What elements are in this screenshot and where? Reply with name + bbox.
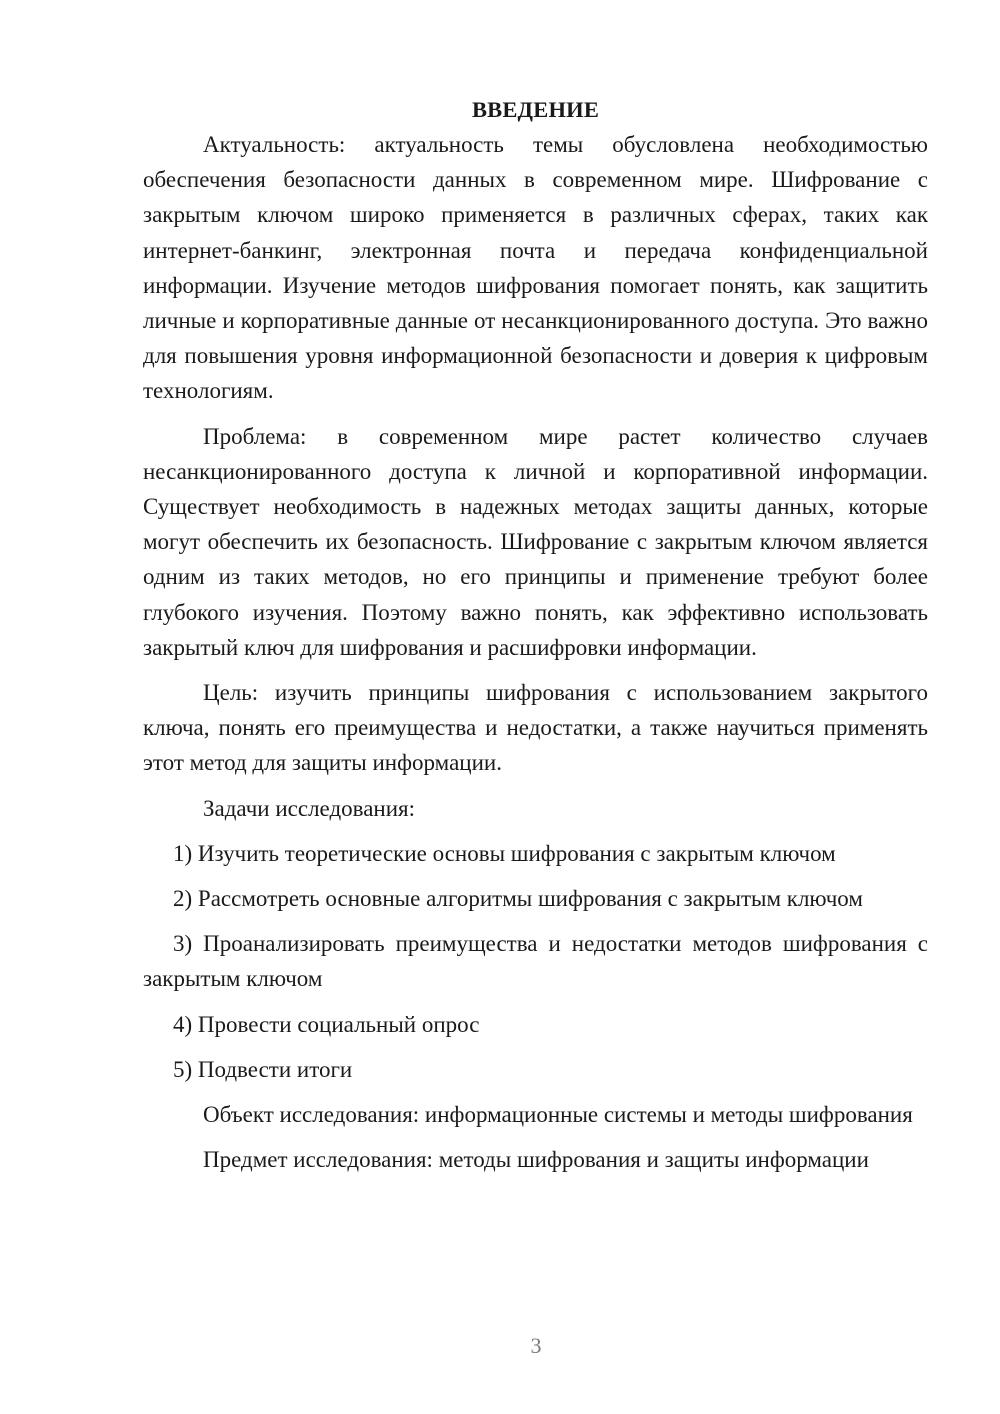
task-item: 4) Провести социальный опрос xyxy=(173,1011,480,1037)
task-item: 3) Проанализировать преимущества и недостатки методов шифрования с закрытым ключом xyxy=(143,931,928,992)
relevance-paragraph: Актуальность: актуальность темы обусловлена необходимостью обеспечения безопасности данных в современном мире. Шифрование с закрытым ключом широко применяется в различных сферах, таких как интернет-банкинг, электронная почта и передача конфиденциальной информации. Изучение методов шифрования помогает понять, как защитить личные и корпоративные данные от несанкционированного доступа. Это важно для повышения уровня информационной безопасности и доверия к цифровым технологиям. xyxy=(143,132,928,404)
task-item: 2) Рассмотреть основные алгоритмы шифрования с закрытым ключом xyxy=(173,886,863,912)
task-item: 1) Изучить теоретические основы шифрования с закрытым ключом xyxy=(173,840,836,866)
page-content xyxy=(143,92,928,1187)
page-number: 3 xyxy=(530,1333,542,1358)
subject-paragraph: Предмет исследования: методы шифрования и защиты информации xyxy=(203,1147,869,1173)
object-paragraph: Объект исследования: информационные системы и методы шифрования xyxy=(203,1102,913,1128)
task-item: 5) Подвести итоги xyxy=(173,1056,353,1082)
section-heading: ВВЕДЕНИЕ xyxy=(471,97,600,122)
goal-paragraph: Цель: изучить принципы шифрования с использованием закрытого ключа, понять его преимущества и недостатки, а также научиться применять этот метод для защиты информации. xyxy=(143,680,928,776)
tasks-label: Задачи исследования: xyxy=(203,795,416,821)
problem-paragraph: Проблема: в современном мире растет количество случаев несанкционированного доступа к личной и корпоративной информации. Существует необходимость в надежных методах защиты данных, которые могут обеспечить их безопасность. Шифрование с закрытым ключом является одним из таких методов, но его принципы и применение требуют более глубокого изучения. Поэтому важно понять, как эффективно использовать закрытый ключ для шифрования и расшифровки информации. xyxy=(143,423,928,660)
